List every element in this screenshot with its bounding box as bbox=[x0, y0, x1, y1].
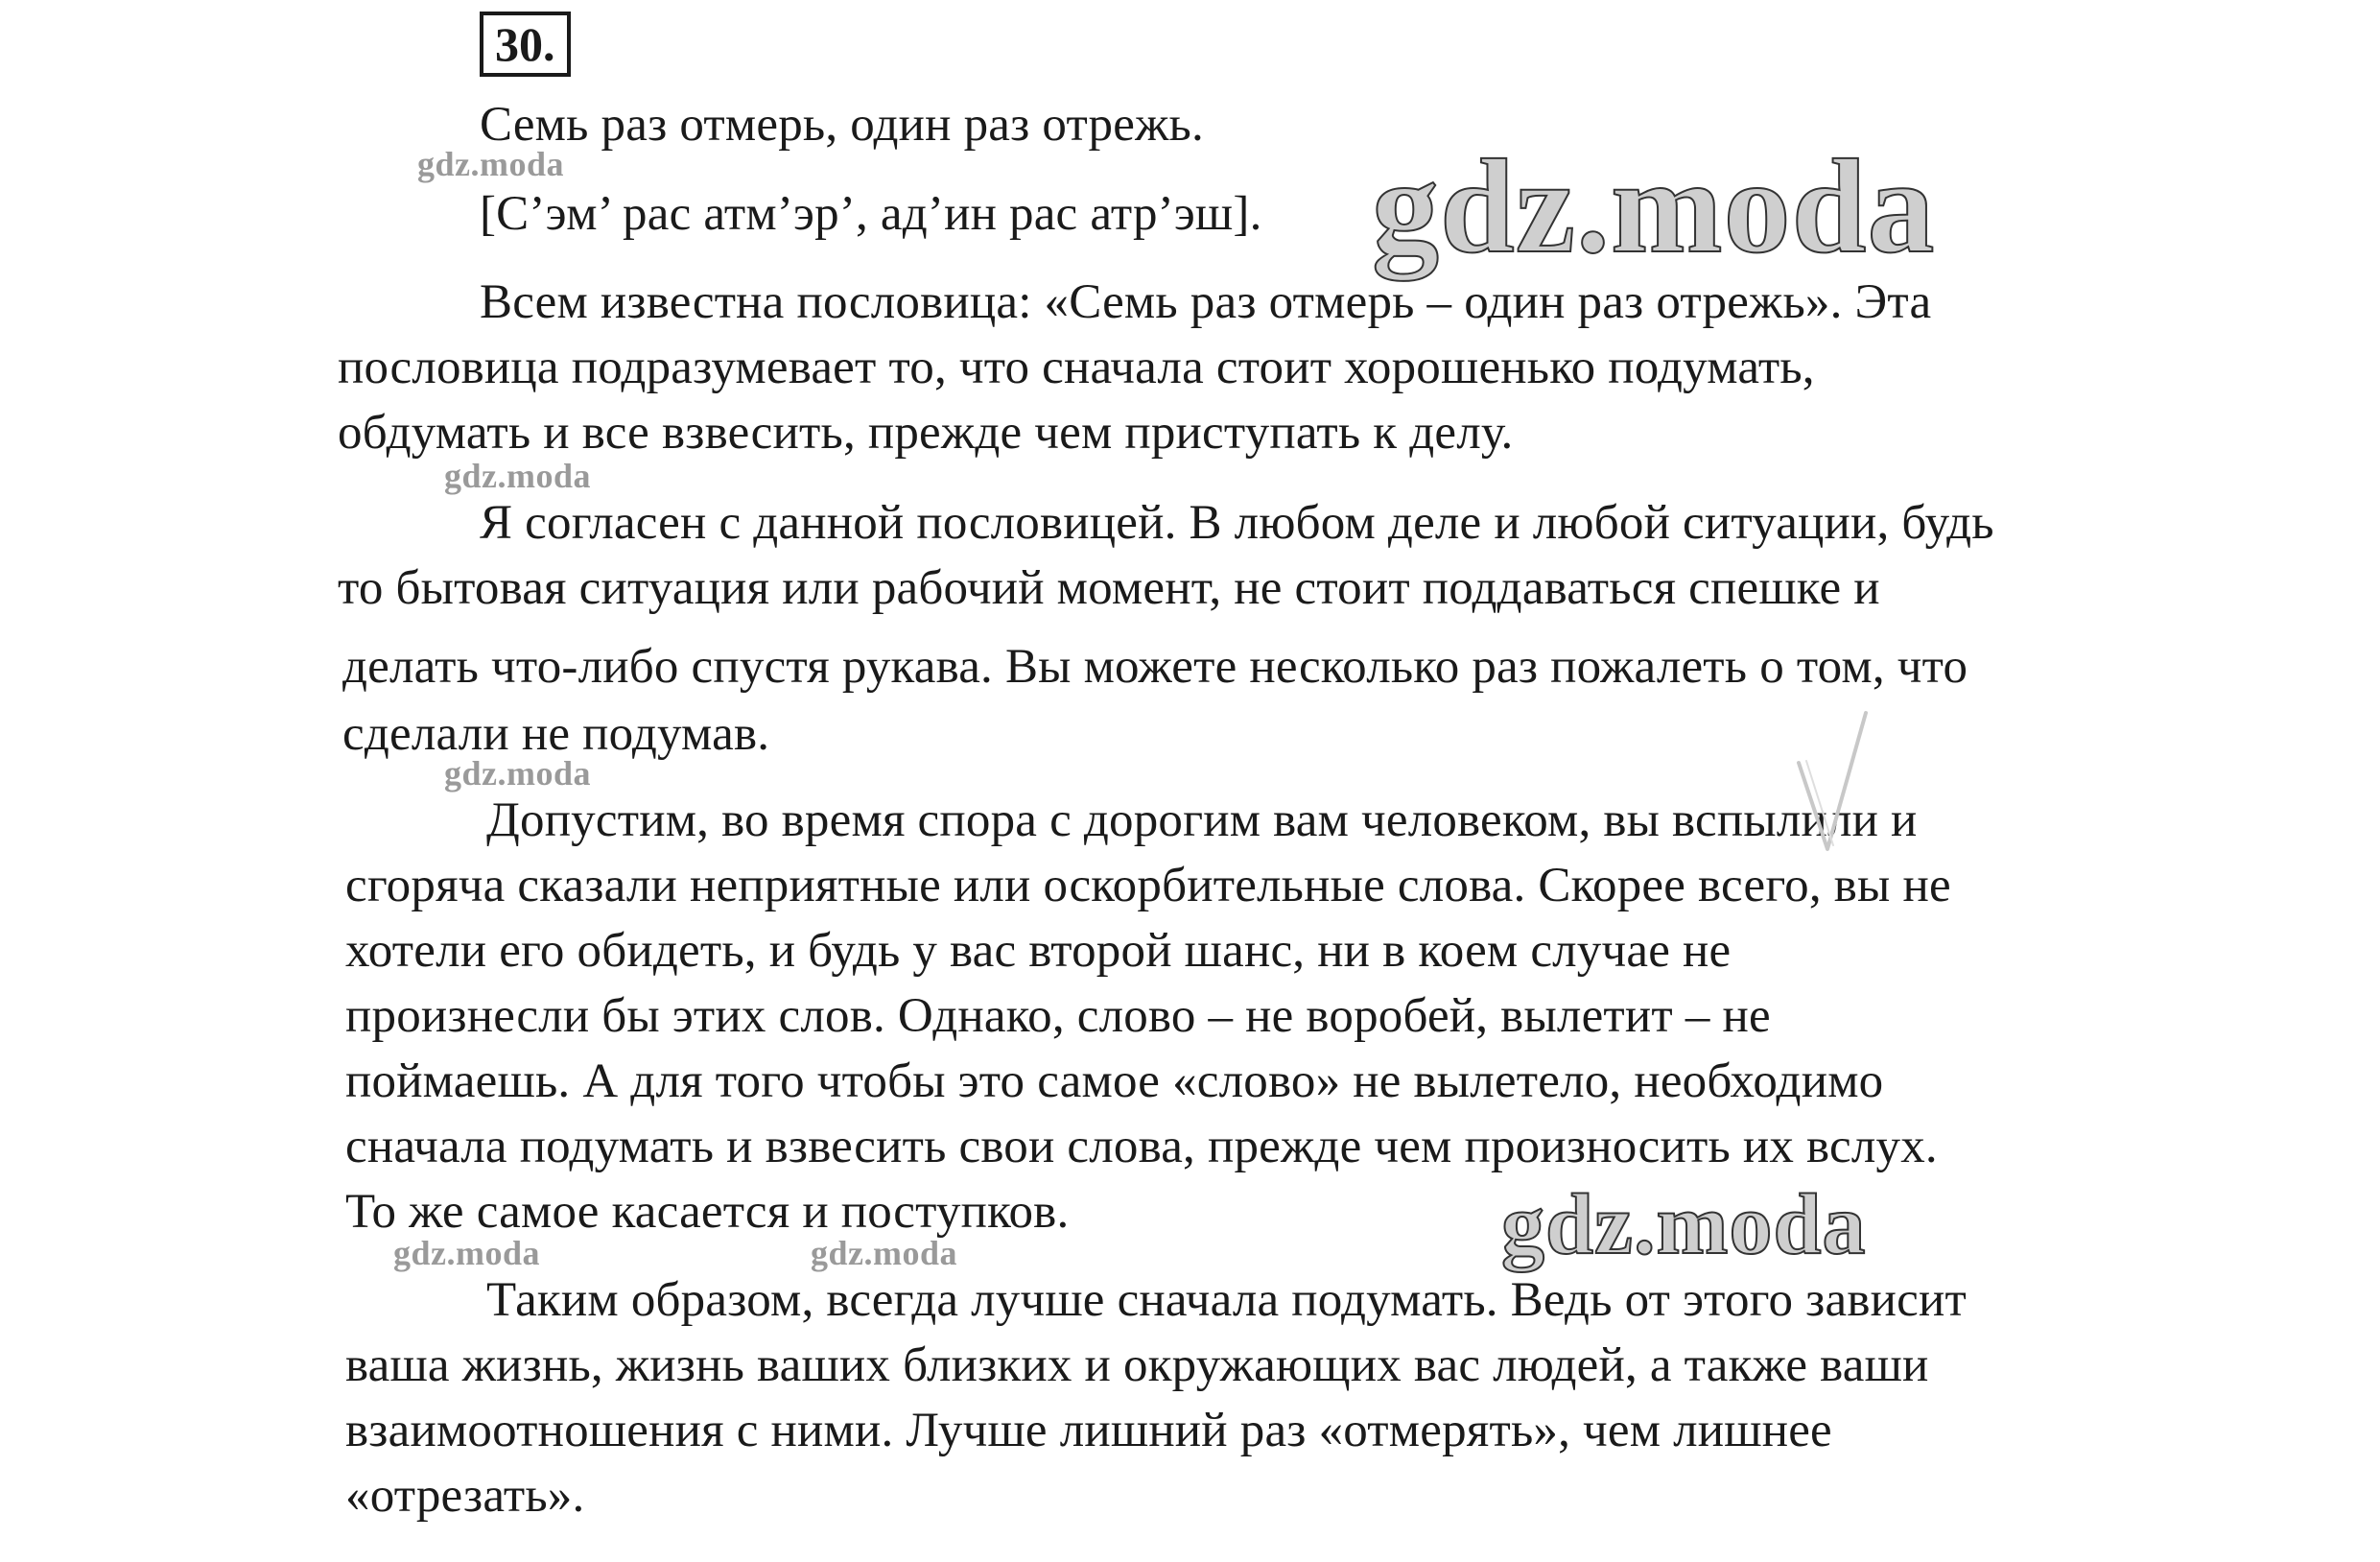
paragraph-line: обдумать и все взвесить, прежде чем приступать к делу. bbox=[338, 406, 1514, 460]
paragraph-line: То же самое касается и поступков. bbox=[345, 1185, 1070, 1239]
watermark-small: gdz.moda bbox=[811, 1234, 958, 1272]
paragraph-line: сначала подумать и взвесить свои слова, прежде чем произносить их вслух. bbox=[345, 1120, 1938, 1173]
paragraph-line: делать что-либо спустя рукава. Вы можете несколько раз пожалеть о том, что bbox=[342, 640, 1968, 694]
checkmark-icon bbox=[1789, 705, 1875, 868]
paragraph-line: «отрезать». bbox=[345, 1469, 585, 1523]
paragraph-line: пословица подразумевает то, что сначала стоит хорошенько подумать, bbox=[338, 341, 1815, 394]
paragraph-line: Допустим, во время спора с дорогим вам человеком, вы вспылили и bbox=[486, 793, 1918, 847]
paragraph-line: взаимоотношения с ними. Лучше лишний раз «отмерять», чем лишнее bbox=[345, 1404, 1832, 1457]
watermark-small: gdz.moda bbox=[393, 1234, 541, 1272]
watermark-small: gdz.moda bbox=[417, 145, 565, 183]
paragraph-line: произнесли бы этих слов. Однако, слово – не воробей, вылетит – не bbox=[345, 989, 1771, 1043]
watermark-small: gdz.moda bbox=[444, 754, 592, 793]
task-number: 30. bbox=[480, 12, 571, 77]
paragraph-line: Таким образом, всегда лучше сначала подумать. Ведь от этого зависит bbox=[486, 1273, 1967, 1327]
paragraph-line: хотели его обидеть, и будь у вас второй шанс, ни в коем случае не bbox=[345, 924, 1732, 978]
paragraph-line: Я согласен с данной пословицей. В любом деле и любой ситуации, будь bbox=[480, 496, 1994, 550]
paragraph-line: ваша жизнь, жизнь ваших близких и окружающих вас людей, а также ваши bbox=[345, 1338, 1929, 1392]
watermark-large: gdz.moda bbox=[1501, 1177, 1867, 1272]
watermark-large: gdz.moda bbox=[1372, 132, 1936, 281]
paragraph-line: сделали не подумав. bbox=[342, 707, 770, 761]
proverb-text: Семь раз отмерь, один раз отрежь. bbox=[480, 98, 1204, 152]
paragraph-line: то бытовая ситуация или рабочий момент, не стоит поддаваться спешке и bbox=[338, 561, 1880, 615]
paragraph-line: Всем известна пословица: «Семь раз отмерь – один раз отрежь». Эта bbox=[480, 275, 1932, 329]
proverb-transcription: [С’эм’ рас атм’эр’, ад’ин рас атр’эш]. bbox=[480, 187, 1262, 241]
paragraph-line: сгоряча сказали неприятные или оскорбительные слова. Скорее всего, вы не bbox=[345, 859, 1951, 912]
watermark-small: gdz.moda bbox=[444, 457, 592, 495]
paragraph-line: поймаешь. А для того чтобы это самое «слово» не вылетело, необходимо bbox=[345, 1054, 1884, 1108]
